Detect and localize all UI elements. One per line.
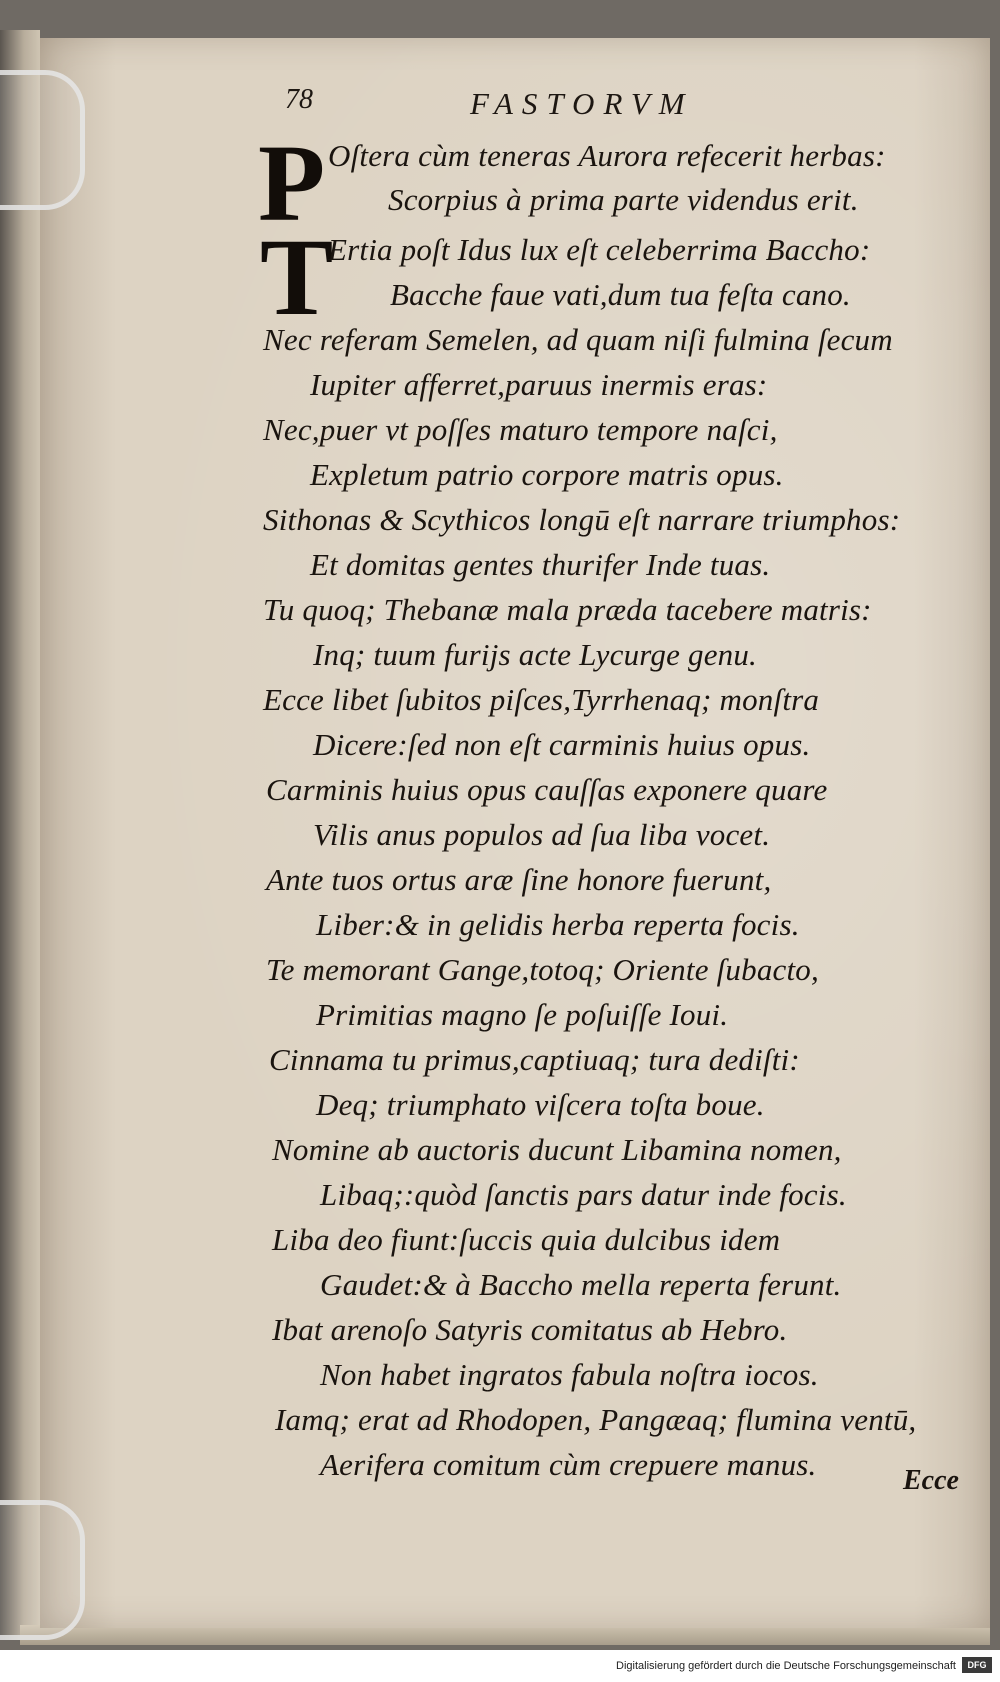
verse-line: Carminis huius opus cauſſas exponere quare [266, 772, 828, 807]
verse-line: Tu quoq; Thebanæ mala præda tacebere matris: [263, 592, 872, 627]
running-head: FASTORVM [470, 86, 694, 121]
verse-line: Inq; tuum furijs acte Lycurge genu. [313, 637, 758, 672]
verse-line: Non habet ingratos fabula noſtra iocos. [320, 1357, 819, 1392]
verse-line: Nec,puer vt poſſes maturo tempore naſci, [263, 412, 778, 447]
verse-line: Et domitas gentes thurifer Inde tuas. [310, 547, 771, 582]
verse-line: Expletum patrio corpore matris opus. [310, 457, 784, 492]
verse-line: Iamq; erat ad Rhodopen, Pangæaq; flumina ventū, [275, 1402, 917, 1437]
verse-line: Oſtera cùm teneras Aurora refecerit herbas: [328, 138, 886, 173]
verse-line: Liba deo fiunt:ſuccis quia dulcibus idem [272, 1222, 781, 1257]
verse-line: Ecce libet ſubitos piſces,Tyrrhenaq; monſtra [263, 682, 820, 717]
verse-line: Scorpius à prima parte videndus erit. [388, 182, 859, 217]
verse-line: Aerifera comitum cùm crepuere manus. [320, 1447, 817, 1482]
verse-line: Ante tuos ortus aræ ſine honore fuerunt, [266, 862, 772, 897]
page-number: 78 [285, 84, 313, 115]
verse-line: Gaudet:& à Baccho mella reperta ferunt. [320, 1267, 842, 1302]
drop-cap-p: P [258, 122, 326, 244]
verse-line: Te memorant Gange,totoq; Oriente ſubacto, [266, 952, 819, 987]
verse-line: Deq; triumphato viſcera toſta boue. [316, 1087, 765, 1122]
verse-line: Vilis anus populos ad ſua liba vocet. [313, 817, 771, 852]
book-edge-bottom [20, 1625, 990, 1645]
verse-line: Iupiter afferret,paruus inermis eras: [310, 367, 768, 402]
page-clip-top [0, 70, 85, 210]
catchword: Ecce [903, 1465, 959, 1496]
drop-cap-t: T [260, 216, 334, 338]
verse-line: Libaq;:quòd ſanctis pars datur inde focis. [320, 1177, 847, 1212]
page-clip-bottom [0, 1500, 85, 1640]
footer-credit: Digitalisierung gefördert durch die Deutsche Forschungsgemeinschaft [616, 1660, 956, 1672]
dfg-logo-icon: DFG [962, 1657, 992, 1673]
verse-line: Primitias magno ſe poſuiſſe Ioui. [316, 997, 729, 1032]
verse-line: Cinnama tu primus,captiuaq; tura dediſti: [269, 1042, 800, 1077]
verse-line: Bacche faue vati,dum tua feſta cano. [390, 277, 851, 312]
verse-line: Ibat arenoſo Satyris comitatus ab Hebro. [272, 1312, 788, 1347]
verse-line: Dicere:ſed non eſt carminis huius opus. [313, 727, 811, 762]
verse-line: Nomine ab auctoris ducunt Libamina nomen, [272, 1132, 842, 1167]
verse-line: Liber:& in gelidis herba reperta focis. [316, 907, 800, 942]
verse-line: Sithonas & Scythicos longū eſt narrare triumphos: [263, 502, 901, 537]
book-edge-left [0, 30, 40, 1640]
verse-line: Nec referam Semelen, ad quam niſi fulmina ſecum [263, 322, 893, 357]
verse-line: Ertia poſt Idus lux eſt celeberrima Baccho: [328, 232, 871, 267]
